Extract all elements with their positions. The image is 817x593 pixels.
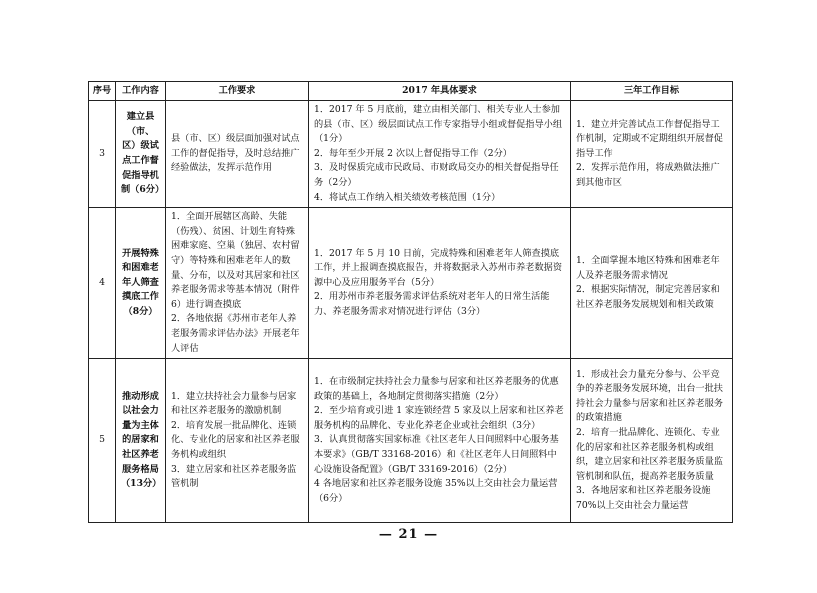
row-three-year-goals: [571, 359, 733, 523]
requirement-item: 1．建立扶持社会力量参与居家和社区养老服务的激励机制: [171, 390, 297, 417]
goal-item: 3．各地居家和社区养老服务设施 70%以上交由社会力量运营: [576, 485, 711, 512]
year2017-item: 2．至少培育或引进 1 家连锁经营 5 家及以上居家和社区养老服务机构的品牌化、专业化养老企业或社会组织（3分）: [314, 405, 564, 431]
row-2017-requirements: [309, 208, 571, 359]
row-serial: 3: [89, 101, 116, 208]
goal-item: 1．形成社会力量充分参与、公平竞争的养老服务发展环境，出台一批扶持社会力量参与居家和社区养老服务的政策措施: [576, 368, 723, 424]
year2017-item: 4 各地居家和社区养老服务设施 35%以上交由社会力量运营（6分）: [314, 478, 558, 504]
row-work-requirements: [166, 208, 309, 359]
goal-item: 2．培育一批品牌化、连锁化、专业化的居家和社区养老服务机构或组织，建立居家和社区养老服务质量监管机制和队伍，提高养老服务质量: [576, 427, 723, 482]
goal-item: 1．建立并完善试点工作督促指导工作机制，定期或不定期组织开展督促指导工作: [576, 118, 723, 159]
table-row: [89, 208, 733, 359]
requirement-item: 3．建立居家和社区养老服务监管机制: [171, 463, 297, 490]
row-serial: 5: [89, 359, 116, 523]
goal-item: 2．发挥示范作用，将成熟做法推广到其他市区: [576, 162, 720, 188]
header-work-requirements: 工作要求: [166, 82, 309, 101]
row-work-requirements: [166, 101, 309, 208]
year2017-item: 1．2017 年 5 月底前，建立由相关部门、相关专业人士参加的县（市、区）级层面试点工作专家指导小组或督促指导小组（1分）: [314, 104, 563, 145]
row-work-requirements: [166, 359, 309, 523]
year2017-item: 1．2017 年 5 月 10 日前，完成特殊和困难老年人筛查摸底工作，并上报调查摸底报告，并将数据录入苏州市养老数据资源中心及应用服务平台（5分）: [314, 247, 563, 288]
year2017-item: 2．每年至少开展 2 次以上督促指导工作（2分）: [314, 147, 512, 159]
goal-item: 2．根据实际情况，制定完善居家和社区养老服务发展规划和相关政策: [576, 284, 720, 310]
requirement-item: 2．培育发展一批品牌化、连锁化、专业化的居家和社区养老服务机构或组织: [171, 419, 300, 460]
requirement-item: 2．各地依据《苏州市老年人养老服务需求评估办法》开展老年人评估: [171, 313, 300, 354]
row-three-year-goals: [571, 208, 733, 359]
table-row: [89, 359, 733, 523]
row-work-content: 开展特殊和困难老年人筛查摸底工作（8分）: [116, 208, 166, 359]
row-three-year-goals: [571, 101, 733, 208]
page-number: — 21 —: [378, 527, 439, 542]
header-2017-requirements: 2017 年具体要求: [309, 82, 571, 101]
header-work-content: 工作内容: [116, 82, 166, 101]
year2017-item: 3．认真贯彻落实国家标准《社区老年人日间照料中心服务基本要求》（GB/T 33168-2016）和《社区老年人日间照料中心设施设备配置》（GB/T 33169-2016）（2分）: [314, 434, 559, 475]
header-three-year-goals: 三年工作目标: [571, 82, 733, 101]
table-row: [89, 101, 733, 208]
year2017-item: 3．及时保质完成市民政局、市财政局交办的相关督促指导任务（2分）: [314, 162, 559, 188]
goal-item: 1．全面掌握本地区特殊和困难老年人及养老服务需求情况: [576, 254, 720, 281]
year2017-item: 1．在市级制定扶持社会力量参与居家和社区养老服务的优惠政策的基础上，各地制定贯彻落实措施（2分）: [314, 375, 559, 402]
year2017-item: 2．用苏州市养老服务需求评估系统对老年人的日常生活能力、养老服务需求对情况进行评估（3分）: [314, 291, 550, 318]
table-header-row: [89, 82, 733, 101]
header-serial: 序号: [89, 82, 116, 101]
row-serial: 4: [89, 208, 116, 359]
row-2017-requirements: [309, 101, 571, 208]
row-work-content: 建立县（市、区）级试点工作督促指导机制（6分）: [116, 101, 166, 208]
requirement-item: 1．全面开展辖区高龄、失能（伤残）、贫困、计划生育特殊困难家庭、空巢（独居、农村留守）等特殊和困难老年人的数量、分布，以及对其居家和社区养老服务需求等基本情况（附件 6）进行调查摸底: [171, 211, 300, 310]
row-work-content: 推动形成以社会力量为主体的居家和社区养老服务格局（13分）: [116, 359, 166, 523]
requirement-item: 县（市、区）级层面加强对试点工作的督促指导，及时总结推广经验做法，发挥示范作用: [171, 133, 300, 174]
row-2017-requirements: [309, 359, 571, 523]
year2017-item: 4．将试点工作纳入相关绩效考核范围（1分）: [314, 191, 501, 203]
work-requirements-table: [88, 81, 733, 523]
